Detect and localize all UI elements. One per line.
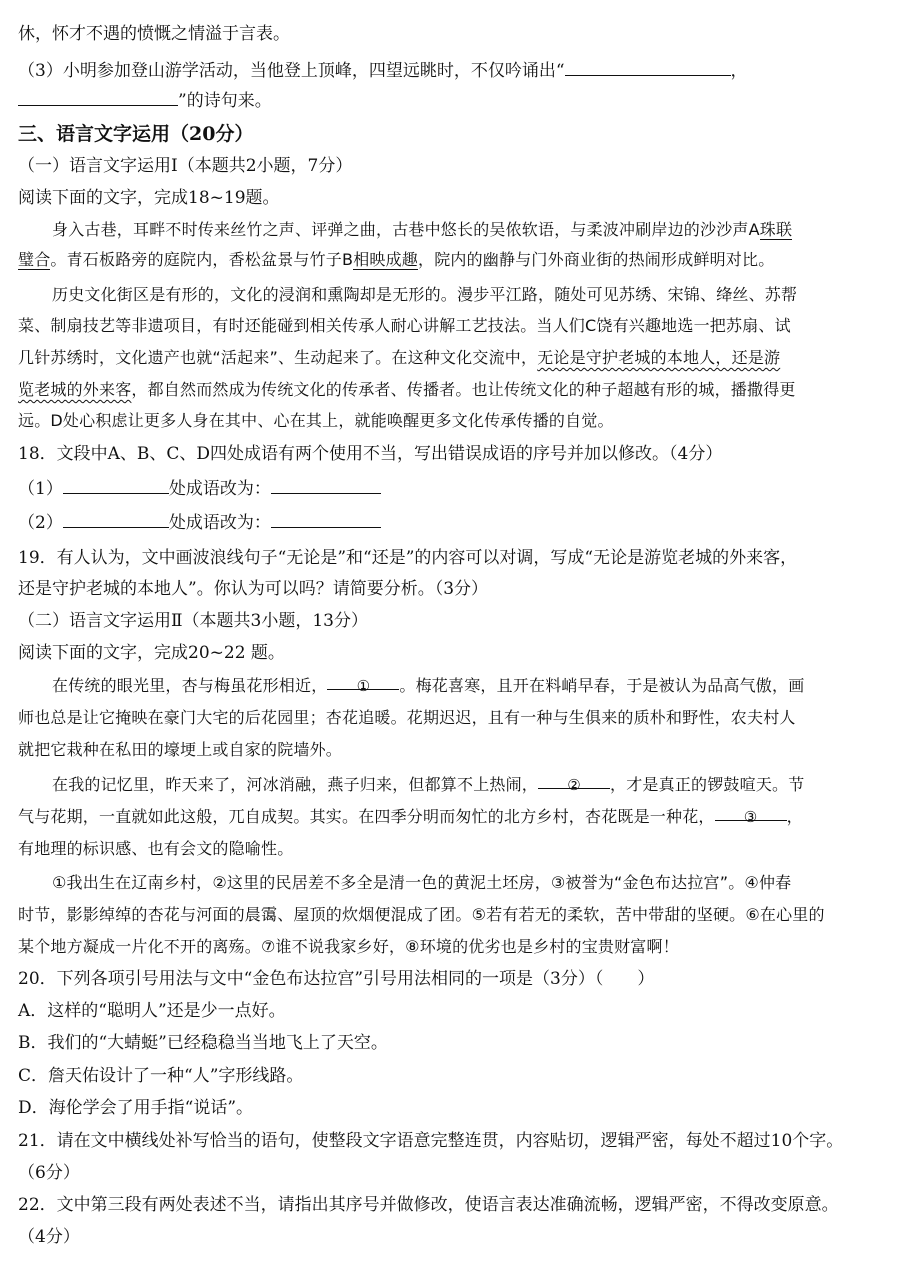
passage-line: 有地理的标识感、也有会文的隐喻性。	[18, 839, 294, 858]
answer-blank[interactable]	[565, 57, 731, 76]
answer-blank[interactable]	[271, 509, 381, 528]
question-22: 22．文中第三段有两处表述不当，请指出其序号并做修改，使语言表达准确流畅，逻辑严密，不得改变原意。	[18, 1195, 839, 1215]
option-d[interactable]: D．海伦学会了用手指“说话”。	[18, 1098, 254, 1118]
question-18-blank-2: （2） 处成语改为：	[18, 508, 886, 538]
part-heading: （一）语言文字运用Ⅰ（本题共2小题，7分）	[18, 156, 353, 176]
text-line: 休，怀才不遇的愤慨之情溢于言表。	[18, 24, 290, 44]
wavy-underlined-sentence: 览老城的外来客	[18, 380, 132, 399]
option-b[interactable]: B．我们的“大蜻蜓”已经稳稳当当地飞上了天空。	[18, 1033, 388, 1053]
passage-line: 几针苏绣时，文化遗产也就“活起来”、生动起来了。在这种文化交流中，无论是守护老城的本地人，还是游	[18, 348, 781, 367]
passage-line: 览老城的外来客，都自然而然成为传统文化的传承者、传播者。也让传统文化的种子超越有形的城，播撒得更	[18, 380, 796, 399]
passage-line: 某个地方凝成一片化不开的离殇。⑦谁不说我家乡好，⑧环境的优劣也是乡村的宝贵财富啊！	[18, 937, 679, 956]
fill-blank-2[interactable]: ②	[538, 770, 610, 789]
passage-line: 师也总是让它掩映在豪门大宅的后花园里；杏花追暖。花期迟迟，且有一种与生俱来的质朴和野性，农夫村人	[18, 708, 796, 727]
answer-blank[interactable]	[271, 475, 381, 494]
question-17-3-cont: ”的诗句来。	[18, 86, 886, 116]
section-heading: 三、语言文字运用（20分）	[18, 123, 254, 145]
answer-blank[interactable]	[63, 509, 169, 528]
option-a[interactable]: A．这样的“聪明人”还是少一点好。	[18, 1001, 286, 1021]
question-19-cont: 还是守护老城的本地人”。你认为可以吗？请简要分析。（3分）	[18, 579, 489, 599]
question-19: 19．有人认为，文中画波浪线句子“无论是”和“还是”的内容可以对调，写成“无论是游览老城的外来客，	[18, 548, 798, 568]
wavy-underlined-sentence: 无论是守护老城的本地人，还是游	[537, 348, 781, 367]
passage-line: 远。D处心积虑让更多人身在其中、心在其上，就能唤醒更多文化传承传播的自觉。	[18, 411, 614, 430]
passage-line: 气与花期，一直就如此这般，兀自成契。其实。在四季分明而匆忙的北方乡村，杏花既是一种花， ③ ，	[18, 802, 886, 832]
answer-blank[interactable]	[63, 475, 169, 494]
passage-line: 在传统的眼光里，杏与梅虽花形相近， ① 。梅花喜寒，且开在料峭早春，于是被认为品高气傲，画	[52, 671, 886, 701]
passage-line: 身入古巷，耳畔不时传来丝竹之声、评弹之曲，古巷中悠长的吴侬软语，与柔波冲刷岸边的沙沙声A珠联	[52, 220, 793, 239]
fill-blank-1[interactable]: ①	[327, 671, 399, 690]
passage-line: 璧合。青石板路旁的庭院内，香松盆景与竹子B相映成趣，院内的幽静与门外商业街的热闹形成鲜明对比。	[18, 250, 775, 269]
option-c[interactable]: C．詹天佑设计了一种“人”字形线路。	[18, 1066, 304, 1086]
passage-line: 菜、制扇技艺等非遗项目，有时还能碰到相关传承人耐心讲解工艺技法。当人们C饶有兴趣地选一把苏扇、试	[18, 316, 791, 335]
fill-blank-3[interactable]: ③	[715, 802, 787, 821]
question-21-score: （6分）	[18, 1163, 80, 1183]
instruction: 阅读下面的文字，完成20~22 题。	[18, 643, 285, 663]
passage-line: ①我出生在辽南乡村，②这里的民居差不多全是清一色的黄泥土坯房，③被誉为“金色布达拉宫”。④仲春	[52, 873, 792, 892]
question-18-blank-1: （1） 处成语改为：	[18, 474, 886, 504]
passage-line: 在我的记忆里，昨天来了，河冰消融，燕子归来，但都算不上热闹， ② ，才是真正的锣鼓喧天。节	[52, 770, 886, 800]
passage-line: 时节，影影绰绰的杏花与河面的晨霭、屋顶的炊烟便混成了团。⑤若有若无的柔软，苦中带甜的坚硬。⑥在心里的	[18, 905, 825, 924]
question-17-3: （3）小明参加登山游学活动，当他登上顶峰，四望远眺时，不仅吟诵出“ ，	[18, 56, 886, 86]
question-18: 18．文段中A、B、C、D四处成语有两个使用不当，写出错误成语的序号并加以修改。（4分）	[18, 444, 723, 464]
question-22-score: （4分）	[18, 1227, 80, 1247]
answer-blank[interactable]	[18, 87, 178, 106]
question-21: 21．请在文中横线处补写恰当的语句，使整段文字语意完整连贯，内容贴切，逻辑严密，每处不超过10个字。	[18, 1131, 844, 1151]
instruction: 阅读下面的文字，完成18~19题。	[18, 188, 280, 208]
question-20: 20．下列各项引号用法与文中“金色布达拉宫”引号用法相同的一项是（3分）（ ）	[18, 969, 655, 989]
passage-line: 就把它栽种在私田的壕埂上或自家的院墙外。	[18, 740, 343, 759]
passage-line: 历史文化街区是有形的，文化的浸润和熏陶却是无形的。漫步平江路，随处可见苏绣、宋锦、绛丝、苏帮	[52, 285, 798, 304]
part-heading: （二）语言文字运用Ⅱ（本题共3小题，13分）	[18, 611, 369, 631]
